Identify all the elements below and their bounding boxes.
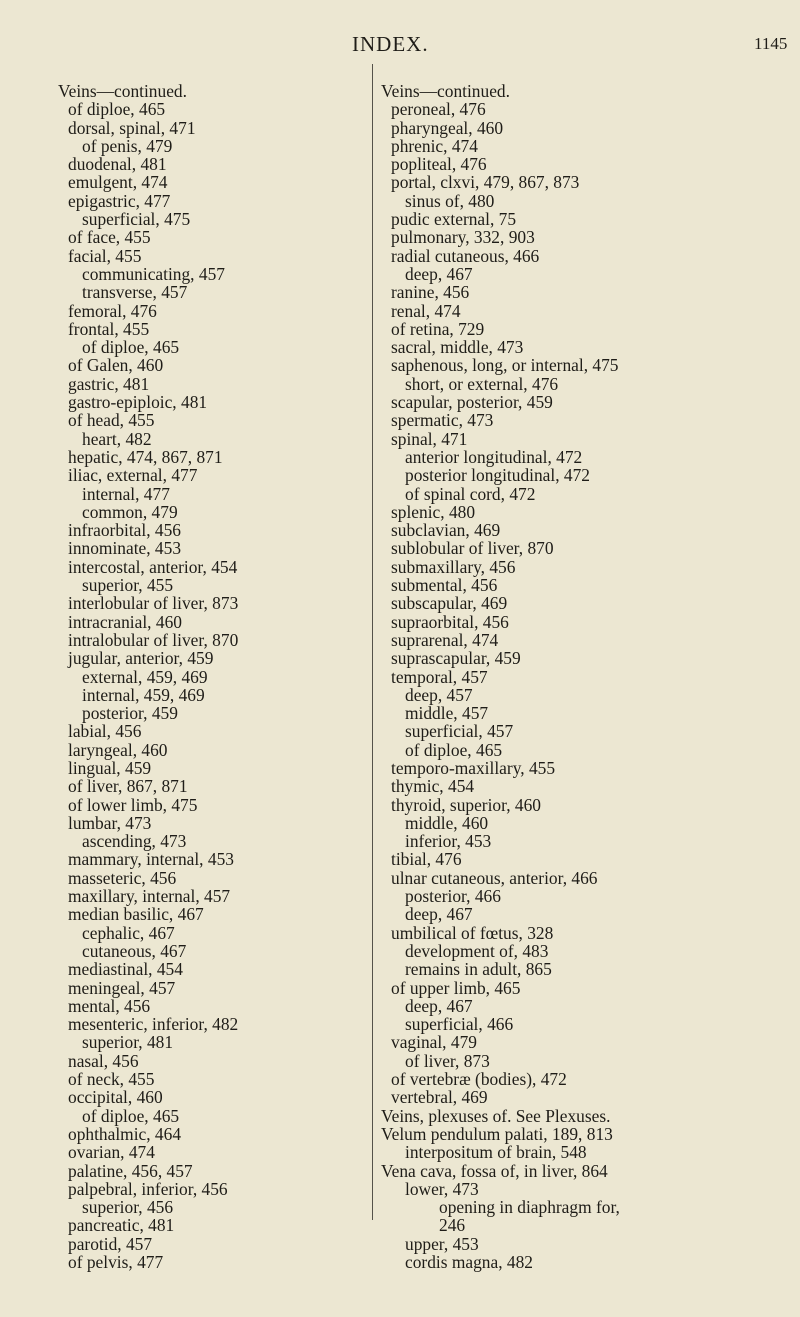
index-entry: inferior, 453 — [405, 831, 492, 852]
index-entry: spinal, 471 — [391, 428, 468, 449]
index-entry: femoral, 476 — [68, 300, 157, 321]
index-entry: middle, 460 — [405, 812, 489, 833]
index-entry: of head, 455 — [68, 410, 155, 431]
page-header — [0, 30, 800, 60]
index-entry: spermatic, 473 — [391, 410, 494, 431]
index-entry: thyroid, superior, 460 — [391, 794, 542, 815]
index-entry: posterior, 459 — [82, 703, 178, 724]
index-entry: radial cutaneous, 466 — [391, 245, 540, 266]
index-entry: suprascapular, 459 — [391, 648, 521, 669]
index-entry: superior, 456 — [82, 1197, 174, 1218]
index-entry: saphenous, long, or internal, 475 — [391, 355, 619, 376]
index-entry: of vertebræ (bodies), 472 — [391, 1069, 567, 1090]
index-entry: facial, 455 — [68, 245, 142, 266]
index-entry: thymic, 454 — [391, 776, 475, 797]
index-entry: of diploe, 465 — [82, 337, 180, 358]
index-column-left — [58, 82, 360, 1271]
index-entry: vaginal, 479 — [391, 1032, 477, 1053]
index-entry: superior, 455 — [82, 575, 174, 596]
index-entry: gastro-epiploic, 481 — [68, 392, 208, 413]
index-heading: Veins, plexuses of. See Plexuses. — [381, 1105, 611, 1126]
index-entry: interlobular of liver, 873 — [68, 593, 239, 614]
index-entry: of liver, 873 — [405, 1050, 490, 1071]
index-entry: emulgent, 474 — [68, 172, 168, 193]
index-entry: splenic, 480 — [391, 501, 476, 522]
index-entry: peroneal, 476 — [391, 99, 486, 120]
index-entry: deep, 467 — [405, 995, 473, 1016]
index-entry: jugular, anterior, 459 — [68, 648, 214, 669]
index-entry: portal, clxvi, 479, 867, 873 — [391, 172, 580, 193]
index-entry: ranine, 456 — [391, 282, 470, 303]
index-entry: infraorbital, 456 — [68, 520, 182, 541]
index-entry: transverse, 457 — [82, 282, 188, 303]
index-entry: meningeal, 457 — [68, 977, 176, 998]
index-entry: of upper limb, 465 — [391, 977, 521, 998]
index-entry: submental, 456 — [391, 575, 498, 596]
index-entry: interpositum of brain, 548 — [405, 1142, 587, 1163]
index-entry: of neck, 455 — [68, 1069, 155, 1090]
index-entry: popliteal, 476 — [391, 154, 487, 175]
index-entry: laryngeal, 460 — [68, 739, 168, 760]
index-entry: ulnar cutaneous, anterior, 466 — [391, 867, 598, 888]
index-entry: umbilical of fœtus, 328 — [391, 922, 554, 943]
index-entry: ascending, 473 — [82, 831, 187, 852]
index-entry: palpebral, inferior, 456 — [68, 1178, 228, 1199]
index-entry: intracranial, 460 — [68, 611, 182, 632]
index-entry: hepatic, 474, 867, 871 — [68, 446, 223, 467]
index-entry: communicating, 457 — [82, 263, 225, 284]
index-entry: deep, 467 — [405, 263, 473, 284]
index-entry: subclavian, 469 — [391, 520, 501, 541]
index-entry: dorsal, spinal, 471 — [68, 117, 196, 138]
index-entry: supraorbital, 456 — [391, 611, 509, 632]
index-heading: Velum pendulum palati, 189, 813 — [381, 1123, 613, 1144]
page-title: INDEX. — [352, 32, 429, 56]
index-entry: of face, 455 — [68, 227, 151, 248]
index-entry: lumbar, 473 — [68, 812, 152, 833]
index-entry: mediastinal, 454 — [68, 959, 183, 980]
index-entry: of penis, 479 — [82, 135, 173, 156]
index-entry: ovarian, 474 — [68, 1142, 155, 1163]
index-entry: tibial, 476 — [391, 849, 462, 870]
index-entry: pudic external, 75 — [391, 209, 517, 230]
index-entry: of liver, 867, 871 — [68, 776, 188, 797]
index-entry: superior, 481 — [82, 1032, 174, 1053]
index-entry: mental, 456 — [68, 995, 151, 1016]
index-entry: of retina, 729 — [391, 318, 485, 339]
index-entry: development of, 483 — [405, 940, 549, 961]
index-entry: heart, 482 — [82, 428, 152, 449]
index-entry: cutaneous, 467 — [82, 940, 187, 961]
index-column-right — [372, 64, 793, 1272]
index-entry: intercostal, anterior, 454 — [68, 556, 238, 577]
index-entry: pulmonary, 332, 903 — [391, 227, 535, 248]
index-entry: suprarenal, 474 — [391, 629, 499, 650]
index-entry: occipital, 460 — [68, 1087, 163, 1108]
index-entry: masseteric, 456 — [68, 867, 177, 888]
index-entry: of lower limb, 475 — [68, 794, 198, 815]
index-entry: superficial, 475 — [82, 209, 191, 230]
index-entry: pancreatic, 481 — [68, 1215, 175, 1236]
index-entry: vertebral, 469 — [391, 1087, 488, 1108]
index-entry: 246 — [439, 1215, 466, 1236]
index-entry: posterior, 466 — [405, 886, 501, 907]
index-entry: opening in diaphragm for, — [439, 1197, 620, 1218]
index-entry: innominate, 453 — [68, 538, 182, 559]
index-entry: internal, 459, 469 — [82, 684, 205, 705]
index-entry: of diploe, 465 — [82, 1105, 180, 1126]
index-entry: pharyngeal, 460 — [391, 117, 504, 138]
index-entry: of Galen, 460 — [68, 355, 164, 376]
index-entry: phrenic, 474 — [391, 135, 478, 156]
index-entry: cephalic, 467 — [82, 922, 175, 943]
index-entry: sublobular of liver, 870 — [391, 538, 554, 559]
index-entry: ophthalmic, 464 — [68, 1123, 182, 1144]
index-entry: of diploe, 465 — [405, 739, 503, 760]
index-entry: sinus of, 480 — [405, 190, 495, 211]
index-entry: cordis magna, 482 — [405, 1252, 533, 1272]
index-entry: superficial, 457 — [405, 721, 514, 742]
index-entry: lower, 473 — [405, 1178, 479, 1199]
index-entry: submaxillary, 456 — [391, 556, 516, 577]
index-entry: parotid, 457 — [68, 1233, 153, 1254]
index-entry: upper, 453 — [405, 1233, 479, 1254]
index-heading: Vena cava, fossa of, in liver, 864 — [381, 1160, 608, 1181]
index-entry: anterior longitudinal, 472 — [405, 446, 583, 467]
index-entry: deep, 457 — [405, 684, 473, 705]
index-entry: temporo-maxillary, 455 — [391, 757, 556, 778]
index-entry: external, 459, 469 — [82, 666, 208, 687]
index-entry: short, or external, 476 — [405, 373, 559, 394]
index-entry: intralobular of liver, 870 — [68, 629, 239, 650]
index-entry: lingual, 459 — [68, 757, 152, 778]
index-heading: Veins—continued. — [58, 81, 187, 101]
index-heading: Veins—continued. — [381, 81, 510, 101]
index-entry: of diploe, 465 — [68, 99, 166, 120]
index-entry: of spinal cord, 472 — [405, 483, 536, 504]
index-entry: common, 479 — [82, 501, 178, 522]
index-entry: deep, 467 — [405, 904, 473, 925]
index-entry: superficial, 466 — [405, 1014, 514, 1035]
index-entry: posterior longitudinal, 472 — [405, 465, 590, 486]
index-entry: iliac, external, 477 — [68, 465, 198, 486]
index-entry: remains in adult, 865 — [405, 959, 552, 980]
index-entry: internal, 477 — [82, 483, 170, 504]
index-entry: mammary, internal, 453 — [68, 849, 234, 870]
index-entry: scapular, posterior, 459 — [391, 392, 553, 413]
index-entry: middle, 457 — [405, 703, 489, 724]
page-number: 1145 — [754, 34, 788, 53]
index-entry: frontal, 455 — [68, 318, 150, 339]
index-entry: duodenal, 481 — [68, 154, 167, 175]
index-entry: sacral, middle, 473 — [391, 337, 524, 358]
index-entry: of pelvis, 477 — [68, 1252, 164, 1272]
index-entry: gastric, 481 — [68, 373, 150, 394]
index-entry: maxillary, internal, 457 — [68, 886, 231, 907]
index-entry: palatine, 456, 457 — [68, 1160, 193, 1181]
index-entry: subscapular, 469 — [391, 593, 508, 614]
index-entry: median basilic, 467 — [68, 904, 204, 925]
index-entry: epigastric, 477 — [68, 190, 171, 211]
index-entry: nasal, 456 — [68, 1050, 139, 1071]
index-entry: renal, 474 — [391, 300, 461, 321]
index-entry: temporal, 457 — [391, 666, 488, 687]
index-entry: mesenteric, inferior, 482 — [68, 1014, 239, 1035]
index-entry: labial, 456 — [68, 721, 142, 742]
